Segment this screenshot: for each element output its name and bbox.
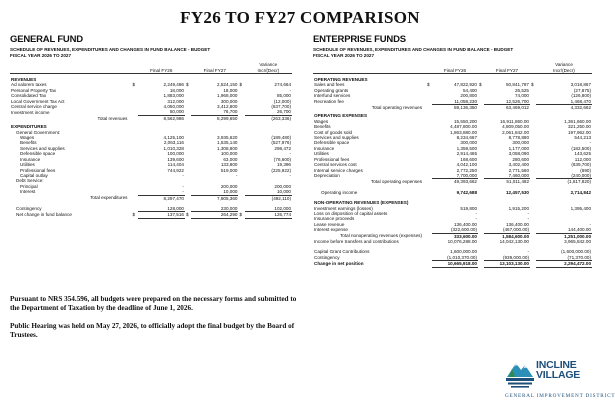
cell-value: -	[527, 210, 529, 216]
total-row: Total operating revenues 59,136,350 63,469,012 4,332,662	[371, 104, 591, 111]
cell-value: 1,915,200	[508, 205, 529, 211]
general-fund-subtitle: SCHEDULE OF REVENUES, EXPENDITURES AND CHANGES IN FUND BALANCE - BUDGET FISCAL YEAR 2026 TO 2027	[10, 47, 211, 58]
operating-income-row: Operating income 9,742,688 12,457,530 2,714,842	[321, 189, 591, 195]
cell-value: 298,472	[274, 145, 291, 151]
cell-value: 4,809,050.00	[502, 124, 529, 130]
row-label: Services and supplies	[314, 135, 359, 141]
cell-value: 300,000	[220, 98, 238, 104]
cell-value: 274,664	[274, 82, 291, 88]
row-label: Principal	[20, 183, 38, 189]
cell-value: 2,249,486	[163, 82, 184, 88]
cell-value: 2,771,560	[508, 167, 529, 173]
row-label: Personal Property Tax	[11, 87, 57, 93]
cell-value: 312,000	[167, 98, 184, 104]
cell-value: 50,841,787	[506, 82, 529, 88]
cell-value: 112,000	[574, 156, 591, 162]
cell-value: -	[289, 87, 291, 93]
row-label: Interfund services	[314, 93, 351, 99]
subsection-label: General Government:	[16, 129, 61, 135]
row-label: Operating grants	[314, 87, 349, 93]
cell-value: 136,400.00	[506, 221, 529, 227]
cell-value: 3,402,400	[508, 162, 529, 168]
cell-value: (225,922)	[271, 167, 291, 173]
row-label: Consolidated Tax	[11, 93, 47, 99]
nrs-note: Pursuant to NRS 354.596, all budgets were prepared on the necessary forms and submitted to the Department of Taxation by the deadline of June 1, 2026.	[10, 295, 297, 312]
cell-value: 168,600	[460, 156, 477, 162]
cell-value: 8,234,667	[456, 135, 477, 141]
cell-value: $	[531, 82, 534, 88]
cell-value: 200,000	[220, 183, 238, 189]
enterprise-funds-table	[313, 62, 592, 267]
general-fund-heading: GENERAL FUND	[10, 34, 83, 45]
row-label: Defensible space	[20, 151, 56, 157]
cell-value: (467,000.00)	[502, 227, 529, 233]
column-header-row: Final FY26 Final FY27 Variance Incr/(Decr)	[313, 62, 592, 73]
cell-value: 144,400.00	[568, 227, 591, 233]
cell-value: 114,404	[167, 162, 184, 168]
cell-value: 143,625	[574, 151, 591, 157]
cell-value: -	[182, 183, 184, 189]
cell-value: 3,935,620	[217, 135, 238, 141]
cell-value: 1,361,660.00	[564, 118, 591, 124]
cell-value: (637,700)	[271, 104, 291, 110]
cell-value: -	[475, 210, 477, 216]
cell-value: 3,018,867	[570, 82, 591, 88]
cell-value: 1,177,000	[508, 145, 529, 151]
section-header: NON-OPERATING REVENUES (EXPENSES)	[314, 200, 409, 206]
cell-value: 139,600	[167, 156, 184, 162]
cell-value: 136,400.00	[454, 221, 477, 227]
cell-value: 4,125,100	[163, 135, 184, 141]
cell-value: -	[182, 172, 184, 178]
section-header: OPERATING EXPENSES	[314, 113, 368, 119]
cell-value: 1,395,400	[570, 205, 591, 211]
cell-value: $	[239, 82, 242, 88]
row-label: Ad valorem taxes	[11, 82, 47, 88]
cell-value: 8,778,880	[508, 135, 529, 141]
cell-value: 15,550,200	[454, 118, 477, 124]
cell-value: (690)	[580, 167, 591, 173]
cell-value: (12,000)	[273, 98, 291, 104]
logo-wordmark: INCLINE VILLAGE	[536, 359, 581, 381]
subsection-label: Debt Service:	[16, 178, 44, 184]
row-label: Insurance	[20, 156, 41, 162]
cell-value: 3,412,800	[217, 104, 238, 110]
cell-value: 19,396	[276, 162, 291, 168]
cell-value: 4,487,800.00	[450, 124, 477, 130]
cell-value: (126,800)	[571, 93, 591, 99]
cell-value: 197,962.00	[568, 129, 591, 135]
cell-value: 12,526,700	[506, 98, 529, 104]
section-header: OPERATING REVENUES	[314, 77, 368, 82]
table-row: Capital Grant Contributions 1,600,000.00 - (1,600,000.00)	[314, 249, 591, 255]
column-header-row: Final FY26 Final FY27 Variance Incr/(Decr)	[10, 62, 292, 73]
row-label: Depreciation	[314, 173, 340, 179]
section-header: REVENUES	[11, 77, 37, 82]
cell-value: 1,968,000	[217, 93, 238, 99]
cell-value: (182,500)	[571, 145, 591, 151]
cell-value: 54,400	[462, 87, 477, 93]
row-label: Central services cost	[314, 162, 357, 168]
cell-value: 1,883,000	[163, 93, 184, 99]
cell-value: $	[132, 82, 135, 88]
cell-value: -	[235, 172, 238, 178]
row-label: Interest	[20, 189, 36, 195]
cell-value: 100,000	[167, 151, 184, 157]
cell-value: 519,800	[460, 205, 477, 211]
logo-subtitle: GENERAL IMPROVEMENT DISTRICT	[505, 393, 615, 399]
change-in-net-position-row: Change in net position 10,665,918.00 13,103,130.00 2,294,472.00	[314, 261, 591, 267]
cell-value: 50,000	[169, 109, 184, 115]
enterprise-funds-section	[313, 34, 592, 268]
cell-value: -	[289, 151, 291, 157]
cell-value: 26,700	[276, 109, 291, 115]
row-label: Central service charge	[11, 104, 57, 110]
row-label: Internal service charges	[314, 167, 363, 173]
row-label: Utilities	[20, 162, 35, 168]
page-title: FY26 TO FY27 COMPARISON	[180, 8, 420, 27]
cell-value: 2,524,150	[217, 82, 238, 88]
cell-value: -	[475, 216, 477, 222]
table-row: Contingency (1,010,370.00) (939,000.00) (71,370.00)	[314, 254, 591, 261]
cell-value: 11,058,230	[454, 98, 477, 104]
cell-value: 16,911,860.00	[499, 118, 529, 124]
cell-value: 200,800	[460, 93, 477, 99]
cell-value: 1,010,328	[163, 145, 184, 151]
cell-value: (322,600.00)	[450, 227, 477, 233]
cell-value: 300,000	[512, 140, 529, 146]
cell-value: 7,460,000	[508, 172, 529, 178]
row-label: Utilities	[314, 151, 329, 157]
budget-notes	[10, 295, 300, 349]
net-change-row: Net change in fund balance $ 137,516 $ 264,290 $ 126,774	[16, 212, 291, 218]
cell-value: 133,800	[220, 162, 238, 168]
total-row: Total expenditures 8,297,470 7,805,360 (492,110)	[90, 195, 291, 201]
cell-value: 1,359,500	[456, 145, 477, 151]
cell-value: 3,058,090	[508, 151, 529, 157]
cell-value: 4,050,000	[163, 104, 184, 110]
cell-value: -	[182, 189, 184, 195]
cell-value: (76,600)	[273, 156, 291, 162]
cell-value: 2,061,842.00	[502, 129, 529, 135]
cell-value: 1,468,470	[570, 98, 591, 104]
row-label: Services and supplies	[20, 145, 65, 151]
row-label: Investment earnings (losses)	[314, 205, 373, 211]
cell-value: 2,772,250	[456, 167, 477, 173]
cell-value: 63,000	[223, 156, 238, 162]
row-label: Sales and fees	[314, 82, 345, 88]
row-label: Investment income	[11, 109, 50, 115]
cell-value: (639,700)	[571, 162, 591, 168]
cell-value: 519,000	[220, 167, 238, 173]
row-label: Wages	[20, 135, 35, 141]
cell-value: 321,250.00	[568, 124, 591, 130]
cell-value: 1,863,880.00	[450, 129, 477, 135]
row-label: Loss on disposition of capital assets	[314, 210, 388, 216]
cell-value: 85,000	[276, 93, 291, 99]
row-label: Recreation fee	[314, 98, 344, 104]
cell-value: 76,700	[223, 109, 238, 115]
section-header: EXPENDITURES	[11, 124, 47, 130]
cell-value: 10,000	[223, 189, 238, 195]
row-label: Professional fees	[314, 156, 350, 162]
row-label: Local Government Tax Act	[11, 98, 65, 104]
cell-value: 26,525	[514, 87, 529, 93]
row-label: Insurance proceeds	[314, 216, 355, 222]
cell-value: $	[185, 82, 189, 88]
enterprise-funds-heading: ENTERPRISE FUNDS	[313, 34, 406, 45]
cell-value: $	[427, 82, 430, 88]
general-fund-table	[10, 62, 292, 219]
hearing-note: Public Hearing was held on May 27, 2026, to officially adopt the final budget by the Board of Trustees.	[10, 322, 295, 339]
cell-value: -	[289, 172, 291, 178]
cell-value: 744,922	[167, 167, 184, 173]
cell-value: 7,700,000	[456, 172, 477, 178]
row-label: Wages	[314, 118, 329, 124]
cell-value: (27,875)	[573, 87, 591, 93]
mountain-lake-icon	[505, 357, 535, 389]
total-row: Total operating expenses 49,393,662 51,011,482 (1,617,820)	[370, 179, 591, 185]
row-label: Defensible space	[314, 140, 350, 146]
table-row: Contingency 128,000 230,000 102,000	[16, 205, 291, 212]
cell-value: 1,535,140	[217, 140, 238, 146]
cell-value: -	[589, 140, 591, 146]
cell-value: 4,042,100	[456, 162, 477, 168]
cell-value: 47,822,920	[454, 82, 477, 88]
cell-value: 300,000	[460, 140, 477, 146]
cell-value: 18,000	[223, 87, 238, 93]
enterprise-funds-subtitle: SCHEDULE OF REVENUES, EXPENDITURES AND CHANGES IN FUND BALANCE - BUDGET FISCAL YEAR 2026 TO 2027	[313, 47, 514, 58]
cell-value: 280,600	[512, 156, 529, 162]
cell-value: 74,000	[514, 93, 529, 99]
cell-value: (527,976)	[271, 140, 291, 146]
cell-value: 544,213	[574, 135, 591, 141]
total-row: Total nonoperating revenues (expenses) 333,600.00 1,584,600.00 1,251,000.00	[340, 233, 591, 239]
row-label: Professional fees	[20, 167, 56, 173]
cell-value: 200,000	[274, 183, 291, 189]
row-label: Lease revenue	[314, 221, 345, 227]
cell-value: 1,308,800	[217, 145, 238, 151]
total-row: Total revenues 8,562,986 8,299,650 (263,336)	[97, 115, 291, 121]
cell-value: (240,000)	[571, 172, 591, 178]
general-fund-section	[10, 34, 292, 219]
cell-value: 100,000	[220, 151, 238, 157]
cell-value: $	[479, 82, 482, 88]
row-label: Insurance	[314, 145, 335, 151]
cell-value: -	[589, 221, 591, 227]
cell-value: 2,914,465	[456, 151, 477, 157]
row-label: Interest expense	[314, 227, 348, 233]
row-label: Benefits	[314, 124, 331, 130]
table-row: Income before transfers and contributions 10,076,288.00 14,042,130.00 3,965,842.00	[314, 238, 591, 244]
incline-village-logo	[505, 355, 615, 402]
cell-value: (189,480)	[271, 135, 291, 141]
cell-value: 18,000	[169, 87, 184, 93]
cell-value: 10,000	[276, 189, 291, 195]
cell-value: -	[527, 216, 529, 222]
row-label: Capital outlay	[20, 172, 48, 178]
row-label: Cost of goods sold	[314, 129, 353, 135]
row-label: Benefits	[20, 140, 37, 146]
cell-value: 2,063,116	[163, 140, 184, 146]
